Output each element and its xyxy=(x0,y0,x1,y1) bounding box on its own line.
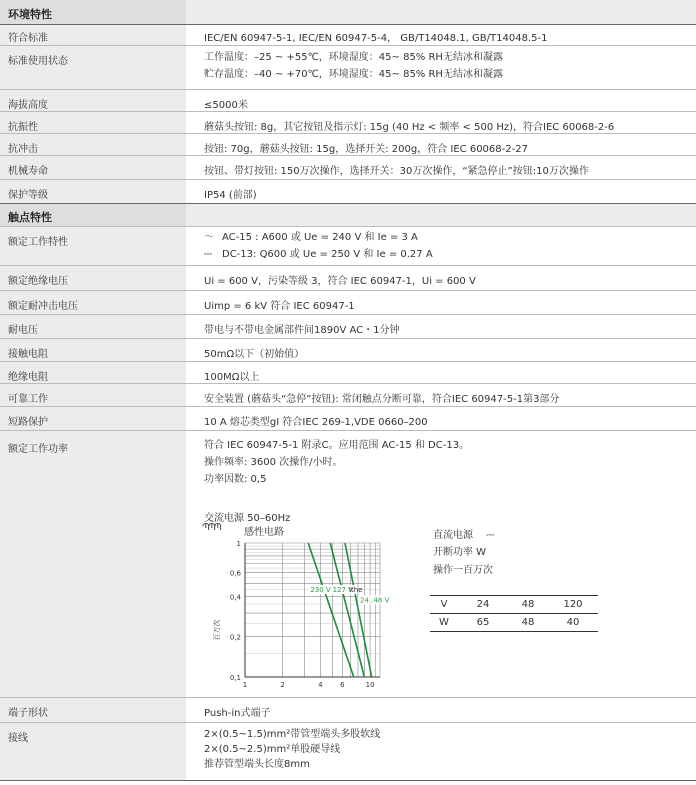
power-label: 额定工作功率 xyxy=(0,431,186,698)
x-tick-label: 2 xyxy=(280,681,285,689)
y-tick-label: 0,2 xyxy=(229,633,241,642)
power-line-3: 功率因数: 0,5 xyxy=(204,474,267,485)
row-protection xyxy=(0,180,696,204)
row-insul-res xyxy=(0,362,696,384)
dc-symbol-icon: ⎓ xyxy=(204,249,212,260)
protection-value: IP54 (前部) xyxy=(204,190,257,201)
row-usage xyxy=(0,46,696,90)
section-env xyxy=(0,0,696,25)
dc-cell: 40 xyxy=(566,617,580,628)
row-withstand xyxy=(0,315,696,339)
power-line-2: 操作频率: 3600 次操作/小时。 xyxy=(204,457,343,468)
ac-symbol-icon: ～ xyxy=(204,232,214,243)
standard-value: IEC/EN 60947-5-1, IEC/EN 60947-5-4， GB/T14048.1, GB/T14048.5-1 xyxy=(204,33,548,44)
usage-label: 标准使用状态 xyxy=(0,46,186,90)
altitude-value: ≤5000米 xyxy=(204,100,248,111)
standard-label: 符合标准 xyxy=(0,25,186,46)
section-contact xyxy=(0,204,696,227)
altitude-label: 海拔高度 xyxy=(0,90,186,112)
dc-cell: 48 xyxy=(521,599,535,610)
row-shock xyxy=(0,134,696,156)
wiring-line-3: 推荐管型端头长度8mm xyxy=(204,759,310,770)
dc-supply-icon: ⎓ xyxy=(486,530,495,541)
usage-line-2: 贮存温度：–40 ~ +70℃，环境湿度：45~ 85% RH无结冰和凝露 xyxy=(204,69,503,80)
breaking-power-label: 开断功率 W xyxy=(433,547,487,558)
row-short xyxy=(0,407,696,431)
x-tick-label: 10 xyxy=(365,681,375,689)
short-label: 短路保护 xyxy=(0,407,186,431)
row-life xyxy=(0,156,696,180)
dc-row-v-label: V xyxy=(440,599,448,610)
lifecycle-chart xyxy=(200,535,400,695)
row-wiring xyxy=(0,723,696,781)
terminal-shape-label: 端子形状 xyxy=(0,698,186,723)
row-altitude xyxy=(0,90,696,112)
annotation-label: Ithe xyxy=(348,586,363,595)
power-line-1: 符合 IEC 60947-5-1 附录C。应用范围 AC-15 和 DC-13。 xyxy=(204,440,470,451)
wiring-line-2: 2×(0.5~2.5)mm²单股硬导线 xyxy=(204,744,341,755)
x-tick-label: 1 xyxy=(242,681,248,689)
life-label: 机械寿命 xyxy=(0,156,186,180)
dc-row-v xyxy=(430,596,598,614)
y-tick-label: 0,1 xyxy=(229,674,241,682)
dc-cell: 120 xyxy=(563,599,583,610)
rated-dc: DC-13: Q600 或 Ue = 250 V 和 Ie = 0.27 A xyxy=(222,249,433,260)
wiring-label: 接线 xyxy=(0,723,186,781)
insulation-value: Ui = 600 V，污染等级 3，符合 IEC 60947-1，Ui = 600 V xyxy=(204,276,476,287)
row-standard xyxy=(0,25,696,46)
shock-value: 按钮: 70g，蘑菇头按钮: 15g，选择开关: 200g，符合 IEC 60068-2-27 xyxy=(204,144,528,155)
ops-million-label: 操作一百万次 xyxy=(433,565,493,576)
insul-res-value: 100MΩ以上 xyxy=(204,372,260,383)
row-rated xyxy=(0,227,696,266)
dc-table xyxy=(430,595,598,632)
terminal-shape-value: Push-in式端子 xyxy=(204,708,271,719)
ac-supply-label: 交流电源 50–60Hz xyxy=(204,513,291,524)
dc-cell: 24 xyxy=(476,599,490,610)
reliable-value: 安全装置 (蘑菇头“急停”按钮): 常闭触点分断可靠，符合IEC 60947-5-1第3部分 xyxy=(204,394,560,405)
shock-label: 抗冲击 xyxy=(0,134,186,156)
insulation-label: 额定绝缘电压 xyxy=(0,266,186,291)
contact-res-value: 50mΩ以下（初始值） xyxy=(204,349,305,360)
dc-cell: 65 xyxy=(476,617,490,628)
row-contact-res xyxy=(0,339,696,362)
y-tick-label: 0,4 xyxy=(229,593,241,602)
impulse-value: Uimp = 6 kV 符合 IEC 60947-1 xyxy=(204,301,355,312)
row-insulation xyxy=(0,266,696,291)
series-label: 24..48 V xyxy=(359,596,390,605)
contact-res-label: 接触电阻 xyxy=(0,339,186,362)
usage-line-1: 工作温度：–25 ~ +55℃，环境湿度：45~ 85% RH无结冰和凝露 xyxy=(204,52,503,63)
row-terminal-shape xyxy=(0,698,696,723)
dc-supply-label xyxy=(433,526,494,541)
x-tick-label: 4 xyxy=(318,681,323,689)
row-reliable xyxy=(0,384,696,407)
x-tick-label: 6 xyxy=(340,681,345,689)
row-impulse xyxy=(0,291,696,315)
y-tick-label: 0,6 xyxy=(229,569,241,578)
series-label: 230 V xyxy=(310,586,331,595)
impulse-label: 额定耐冲击电压 xyxy=(0,291,186,315)
row-vibration xyxy=(0,112,696,134)
withstand-value: 带电与不带电金属部件间1890V AC・1分钟 xyxy=(204,325,400,336)
protection-label: 保护等级 xyxy=(0,180,186,204)
withstand-label: 耐电压 xyxy=(0,315,186,339)
life-value: 按钮、带灯按钮: 150万次操作，选择开关：30万次操作，“紧急停止”按钮:10万次操作 xyxy=(204,166,589,177)
series-line xyxy=(345,543,372,677)
section-title: 环境特性 xyxy=(8,8,52,21)
vibration-value: 蘑菇头按钮: 8g，其它按钮及指示灯: 15g (40 Hz < 频率 < 500 Hz)，符合IEC 60068-2-6 xyxy=(204,122,615,133)
insul-res-label: 绝缘电阻 xyxy=(0,362,186,384)
inductive-label: 感性电路 xyxy=(244,527,284,538)
dc-row-w xyxy=(430,614,598,632)
wiring-line-1: 2×(0.5~1.5)mm²带管型端头多股软线 xyxy=(204,729,381,740)
rated-ac: AC-15 : A600 或 Ue = 240 V 和 Ie = 3 A xyxy=(222,232,418,243)
section-title: 触点特性 xyxy=(8,211,52,224)
y-axis-label: 百万次 xyxy=(213,619,221,641)
short-value: 10 A 熔芯类型gI 符合IEC 269-1,VDE 0660–200 xyxy=(204,417,428,428)
y-tick-label: 1 xyxy=(236,540,241,548)
coil-icon: ՊՊՊ xyxy=(202,522,221,533)
rated-label: 额定工作特性 xyxy=(0,227,186,266)
series-label: 127 V xyxy=(332,586,353,595)
reliable-label: 可靠工作 xyxy=(0,384,186,407)
dc-row-w-label: W xyxy=(439,617,449,628)
dc-supply-text: 直流电源 xyxy=(433,530,473,541)
vibration-label: 抗振性 xyxy=(0,112,186,134)
dc-cell: 48 xyxy=(521,617,535,628)
